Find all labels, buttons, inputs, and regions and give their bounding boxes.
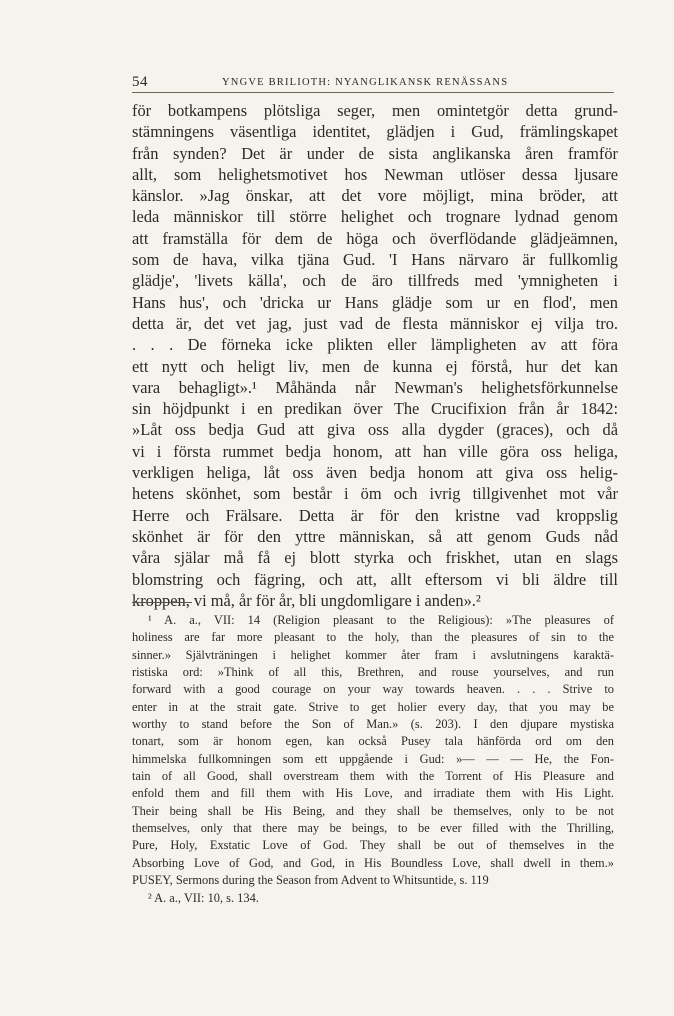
body-line: skönhet är för den yttre människan, så att genom Guds nåd bbox=[132, 526, 618, 546]
body-line: vi i första rummet bedja honom, att han ville göra oss heliga, bbox=[132, 441, 618, 461]
footnote-line: sinner.» Självträningen i helighet kommer åter fram i avslutningens karaktä- bbox=[132, 647, 614, 662]
running-header bbox=[132, 74, 614, 93]
body-line: kroppen, vi må, år för år, bli ungdomligare i anden».² bbox=[132, 590, 481, 610]
body-line: . . . De förneka icke plikten eller lämpligheten av att föra bbox=[132, 335, 618, 355]
body-line: Herre och Frälsare. Detta är för den kristne vad kroppslig bbox=[132, 505, 618, 525]
body-line: Hans hus', och 'dricka ur Hans glädje som ur en flod', men bbox=[132, 292, 618, 312]
body-line: verkligen heliga, låt oss även bedja honom att giva oss helig- bbox=[132, 463, 618, 483]
footnote-line: Their being shall be His Being, and they shall be themselves, only to be not bbox=[132, 803, 614, 818]
footnote-line: worthy to stand before the Son of Man.» (s. 203). I den djupare mystiska bbox=[132, 717, 614, 732]
footnote-line: Absorbing Love of God, and God, in His Boundless Love, shall dwell in them.» bbox=[132, 855, 614, 870]
body-line: från synden? Det är under de sista anglikanska åren framför bbox=[132, 143, 618, 163]
body-line: blomstring och fägring, och att, allt eftersom vi bli äldre till bbox=[132, 569, 618, 589]
body-line: att framställa för dem de höga och överflödande glädjeämnen, bbox=[132, 228, 618, 248]
footnote-line: forward with a good courage on your way towards heaven. . . . Strive to bbox=[132, 682, 614, 697]
body-line: för botkampens plötsliga seger, men omintetgör detta grund- bbox=[132, 101, 618, 120]
footnote-line: Pure, Holy, Exstatic Love of God. They shall be out of themselves in the bbox=[132, 838, 614, 853]
body-text bbox=[132, 100, 618, 611]
body-line: allt, som helighetsmotivet hos Newman utlöser dessa ljusare bbox=[132, 164, 618, 184]
footnote-line: holiness are far more pleasant to the holy, than the pleasures of sin to the bbox=[132, 630, 614, 645]
footnote-line: himmelska fullkomningen som ett uppgående i Gud: »— — — He, the Fon- bbox=[132, 751, 614, 766]
footnote-line: enter in at the strait gate. Strive to get holier every day, that you may be bbox=[132, 699, 614, 714]
footnote-line: tain of all Good, shall overstream them with the Torrent of His Pleasure and bbox=[132, 769, 614, 784]
body-line: känslor. »Jag önskar, att det vore möjligt, mina bröder, att bbox=[132, 186, 618, 206]
footnote-line: ¹ A. a., VII: 14 (Religion pleasant to the Religious): »The pleasures of bbox=[148, 613, 614, 627]
body-line: ett nytt och heligt liv, men de kunna ej förstå, hur det kan bbox=[132, 356, 618, 376]
body-line: stämningens väsentliga identitet, glädjen i Gud, främlingskapet bbox=[132, 122, 618, 142]
footnotes bbox=[132, 612, 614, 907]
footnote-line: ristiska ord: »Think of all this, Brethren, and rouse yourselves, and run bbox=[132, 665, 614, 680]
body-line: våra själar må få ej blott styrka och friskhet, utan en slags bbox=[132, 548, 618, 568]
body-line: detta är, det vet jag, just vad de flesta människor ej vilja tro. bbox=[132, 313, 618, 333]
body-line: som de hava, vilka tjäna Gud. 'I Hans närvaro är fullkomlig bbox=[132, 250, 618, 270]
page-number: 54 bbox=[132, 74, 148, 90]
footnote-line: PUSEY, Sermons during the Season from Advent to Whitsuntide, s. 119 bbox=[132, 873, 489, 888]
body-line: hetens skönhet, som består i öm och ivrig tillgivenhet mot vår bbox=[132, 484, 618, 504]
body-line: leda människor till större helighet och trognare lydnad genom bbox=[132, 207, 618, 227]
footnote-line: tonart, som är honom egen, kan också Pusey tala hänförda ord om den bbox=[132, 734, 614, 749]
footnote-line: enfold them and fill them with His Love, and irradiate them with His Light. bbox=[132, 786, 614, 801]
body-line: »Låt oss bedja Gud att giva oss alla dygder (graces), och då bbox=[132, 420, 618, 440]
running-title: YNGVE BRILIOTH: NYANGLIKANSK RENÄSSANS bbox=[222, 77, 509, 88]
footnote-divider bbox=[132, 602, 192, 603]
footnote-line: themselves, only that there may be beings, to be ever filled with the Thrilling, bbox=[132, 821, 614, 836]
body-line: glädje', 'livets källa', och de äro tillfreds med 'ymnigheten i bbox=[132, 271, 618, 291]
body-line: vara behagligt».¹ Måhända når Newman's helighetsförkunnelse bbox=[132, 377, 618, 397]
footnote-line: ² A. a., VII: 10, s. 134. bbox=[148, 890, 259, 905]
body-line: sin höjdpunkt i en predikan över The Crucifixion från år 1842: bbox=[132, 399, 618, 419]
